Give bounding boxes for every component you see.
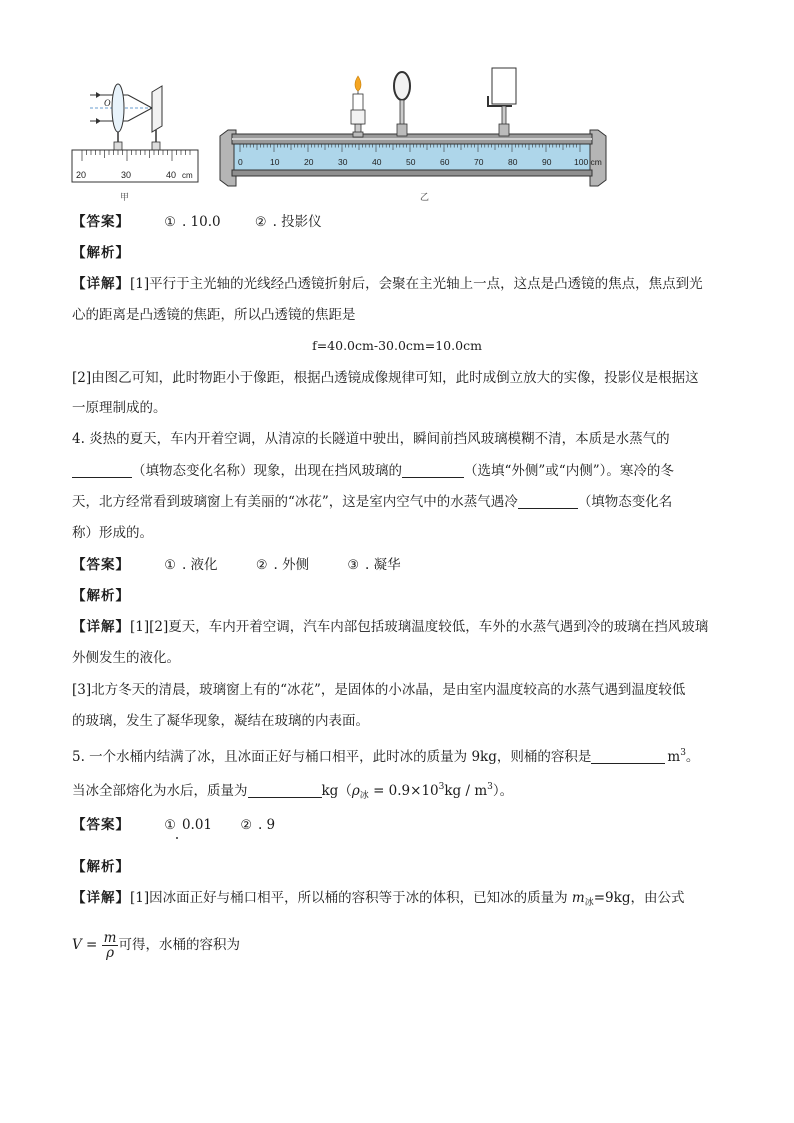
- rho-unit-exponent: 3: [487, 782, 493, 792]
- bench-screen: [492, 68, 516, 104]
- bench-tick-label: 60: [440, 157, 450, 167]
- q3-detail-p2-l2: 一原理制成的。: [72, 400, 167, 416]
- q4-answer-2-text: . 外侧: [273, 557, 310, 573]
- bench-tick-label: 20: [304, 157, 314, 167]
- q3-p1-text: [1]平行于主光轴的光线经凸透镜折射后，会聚在主光轴上一点，这点是凸透镜的焦点，焦点到光: [130, 276, 703, 292]
- bench-lens: [394, 72, 410, 100]
- rho-symbol: ρ: [351, 783, 360, 799]
- flame: [355, 76, 361, 91]
- q4-detail-p1-l2: 外侧发生的液化。: [72, 650, 180, 666]
- volume-symbol: V: [72, 937, 82, 953]
- q3-detail-p1-l1: [72, 274, 734, 294]
- q3-answer-2: [255, 212, 322, 233]
- q5-answer-1-text: 0.01: [181, 817, 213, 833]
- q3-formula: f=40.0cm-30.0cm=10.0cm: [312, 338, 482, 353]
- screen: [152, 86, 162, 132]
- q5-unit-m: m: [667, 749, 681, 765]
- bench-tick-label: 40: [372, 157, 382, 167]
- bench-tick-label: 0: [238, 157, 243, 167]
- q3-detail-p2-l1: [2]由图乙可知，此时物距小于像距，根据凸透镜成像规律可知，此时成倒立放大的实像，投影仪是根据这: [72, 370, 699, 386]
- bench-tick-label: 80: [508, 157, 518, 167]
- q4-blank-3[interactable]: [518, 494, 578, 509]
- q5-stem-l2-a: 当冰全部熔化为水后，质量为: [72, 783, 248, 799]
- rho-subscript: 冰: [359, 791, 369, 801]
- mass-symbol: m: [567, 890, 585, 906]
- q4-answer-line: [72, 555, 734, 576]
- q4-stem-l3-a: 天，北方经常看到玻璃窗上有美丽的“冰花”，这是室内空气中的水蒸气遇冷: [72, 494, 518, 510]
- circled-2: ②: [255, 558, 268, 573]
- ruler-jia-tick-30: 30: [121, 170, 132, 180]
- q4-answer-3: [347, 555, 400, 576]
- detail-tag: 【详解】: [72, 276, 130, 292]
- equals-sign: =: [81, 937, 102, 953]
- convex-lens: [112, 84, 124, 132]
- bench-tick-label: 10: [270, 157, 280, 167]
- answer-tag: 【答案】: [72, 557, 130, 573]
- q5-unit-exp: 3: [680, 748, 686, 758]
- q4-answer-1-text: . 液化: [181, 557, 218, 573]
- stray-dot: [176, 837, 178, 839]
- q4-blank-1[interactable]: [72, 463, 132, 478]
- bench-tick-label: 30: [338, 157, 348, 167]
- q3-answer-2-text: . 投影仪: [272, 214, 322, 230]
- circled-2: ②: [254, 215, 267, 230]
- detail-tag: 【详解】: [72, 890, 130, 906]
- q5-blank-2[interactable]: [248, 783, 322, 798]
- q5-answer-2: [240, 815, 275, 836]
- rho-value: = 0.9×10: [368, 783, 439, 799]
- rho-exponent: 3: [438, 782, 445, 792]
- q5-detail-p1-l2: [72, 930, 734, 960]
- ruler-jia-unit: cm: [182, 171, 193, 180]
- q3-answer-1-text: . 10.0: [181, 214, 221, 230]
- q5-stem-l1: [72, 743, 734, 767]
- q5-p1-end: =9kg，由公式: [593, 890, 685, 906]
- answer-tag: 【答案】: [72, 214, 130, 230]
- optics-figure: [70, 66, 610, 206]
- q3-detail-p1-l2: 心的距离是凸透镜的焦距，所以凸透镜的焦距是: [72, 307, 356, 323]
- q4-answer-1: [164, 555, 217, 576]
- figure-yi: [220, 68, 606, 203]
- fraction-numerator: m: [103, 930, 117, 946]
- q5-stem-l2-end: ）。: [492, 783, 514, 799]
- q5-stem-l1-a: 5. 一个水桶内结满了冰，且冰面正好与桶口相平，此时冰的质量为 9kg，则桶的容积是: [72, 749, 592, 765]
- q4-blank-2[interactable]: [402, 463, 464, 478]
- q4-detail-p2-l1: [3]北方冬天的清晨，玻璃窗上有的“冰花”，是固体的小冰晶，是由室内温度较高的水蒸气遇到温度较低: [72, 682, 686, 698]
- q4-detail-p2-l2: 的玻璃，发生了凝华现象，凝结在玻璃的内表面。: [72, 713, 369, 729]
- q4-answer-2: [256, 555, 309, 576]
- q5-detail-p1-l1: [72, 888, 734, 913]
- q4-stem-l2-b: （选填“外侧”或“内侧”）。寒冷的冬: [464, 463, 674, 479]
- q5-unit-kg: kg（: [321, 783, 352, 799]
- q4-p1-text: [1][2]夏天，车内开着空调，汽车内部包括玻璃温度较低，车外的水蒸气遇到冷的玻璃在挡风玻璃: [130, 619, 709, 635]
- q3-analysis-tag: 【解析】: [72, 245, 130, 261]
- q4-detail-p1-l1: [72, 617, 734, 637]
- rho-unit: kg / m: [444, 783, 488, 799]
- fraction-denominator: ρ: [106, 945, 115, 961]
- figure-jia: [72, 84, 198, 203]
- bench-tick-label: 100 cm: [574, 157, 602, 167]
- figure-jia-label: 甲: [120, 193, 130, 203]
- q4-answer-3-text: . 凝华: [365, 557, 401, 573]
- density-fraction: [102, 931, 119, 960]
- q5-blank-1[interactable]: [591, 749, 665, 764]
- q5-answer-1: [164, 815, 212, 836]
- bench-tick-label: 90: [542, 157, 552, 167]
- q4-stem-l2: [72, 461, 734, 481]
- bench-tick-label: 70: [474, 157, 484, 167]
- ruler-jia-tick-40: 40: [166, 170, 177, 180]
- circled-1: ①: [164, 215, 176, 230]
- q4-stem-l1: 4. 炎热的夏天，车内开着空调，从清凉的长隧道中驶出，瞬间前挡风玻璃模糊不清，本质是水蒸气的: [72, 431, 670, 447]
- q4-stem-l4: 称）形成的。: [72, 525, 153, 541]
- q5-answer-line: [72, 815, 734, 836]
- q5-analysis-tag: 【解析】: [72, 859, 130, 875]
- bench-tick-label: 50: [406, 157, 416, 167]
- q5-answer-2-text: . 9: [257, 817, 276, 833]
- q3-answer-line: [72, 212, 734, 233]
- q3-answer-1: [164, 212, 220, 233]
- q5-p1-text: [1]因冰面正好与桶口相平，所以桶的容积等于冰的体积，已知冰的质量为: [130, 890, 568, 906]
- figure-yi-label: 乙: [420, 193, 430, 203]
- q4-stem-l2-a: （填物态变化名称）现象，出现在挡风玻璃的: [132, 463, 402, 479]
- circled-1: ①: [164, 558, 176, 573]
- lens-center-label: O: [104, 98, 111, 108]
- answer-tag: 【答案】: [72, 817, 130, 833]
- q4-stem-l3-b: （填物态变化名: [577, 494, 673, 510]
- circled-3: ③: [347, 558, 360, 573]
- detail-tag: 【详解】: [72, 619, 130, 635]
- q5-stem-l1-end: 。: [685, 749, 700, 765]
- mass-subscript: 冰: [584, 898, 594, 908]
- q4-stem-l3: [72, 492, 734, 512]
- q5-stem-l2: [72, 777, 734, 806]
- q5-p1-l2-end: 可得，水桶的容积为: [118, 937, 240, 953]
- q4-analysis-tag: 【解析】: [72, 588, 130, 604]
- ruler-jia-tick-20: 20: [76, 170, 87, 180]
- circled-1: ①: [164, 818, 176, 833]
- circled-2: ②: [240, 818, 252, 833]
